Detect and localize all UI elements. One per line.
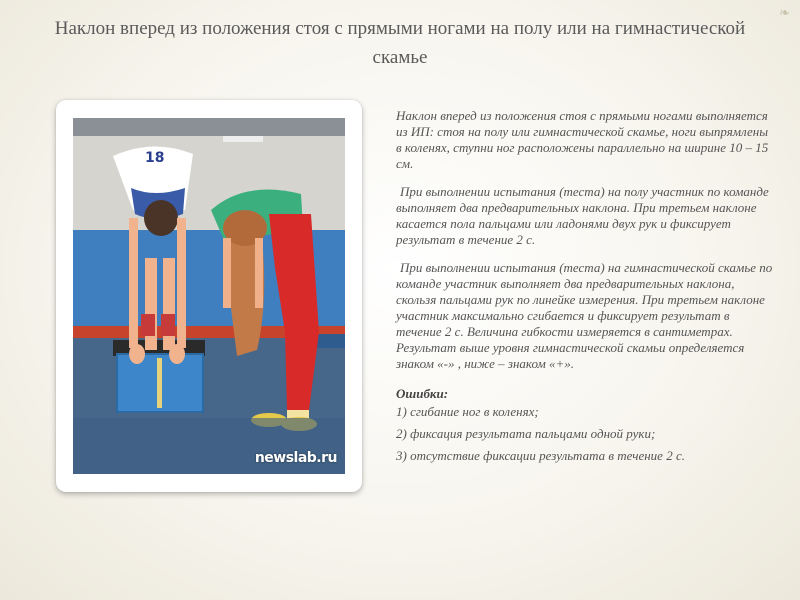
errors-list	[396, 404, 776, 464]
exercise-photo	[73, 118, 345, 474]
paragraph-floor-test: При выполнении испытания (теста) на полу участник по команде выполняет два предварительных наклона. При третьем наклоне касается пола пальцами или ладонями двух рук и фиксирует результат в течение 2 с.	[396, 184, 769, 247]
photo-frame	[56, 100, 362, 492]
slide-title: Наклон вперед из положения стоя с прямыми ногами на полу или на гимнастической скамье	[54, 18, 746, 68]
exercise-photo-illustration	[73, 118, 345, 474]
instruction-text	[396, 108, 776, 470]
error-item: 2) фиксация результата пальцами одной руки;	[396, 426, 656, 441]
paragraph-bench-test: При выполнении испытания (теста) на гимнастической скамье по команде участник выполняет два предварительных наклона, скользя пальцами рук по линейке измерения. При третьем наклоне участник максимально сгибается и фиксирует результат в течение 2 с. Величина гибкости измеряется в сантиметрах. Результат выше уровня гимнастической скамьи определяется знаком «-» , ниже – знаком «+».	[396, 260, 773, 371]
corner-ornament-icon: ❧	[779, 6, 790, 21]
error-item: 3) отсутствие фиксации результата в течение 2 с.	[396, 448, 685, 463]
paragraph-procedure: Наклон вперед из положения стоя с прямыми ногами выполняется из ИП: стоя на полу или гимнастической скамье, ноги выпрямлены в коленях, ступни ног расположены параллельно на ширине 10 – 15 см.	[396, 108, 769, 171]
errors-heading: Ошибки:	[396, 386, 449, 401]
shirt-number: 18	[145, 150, 165, 166]
error-item: 1) сгибание ног в коленях;	[396, 404, 539, 419]
photo-watermark: newslab.ru	[254, 450, 337, 466]
